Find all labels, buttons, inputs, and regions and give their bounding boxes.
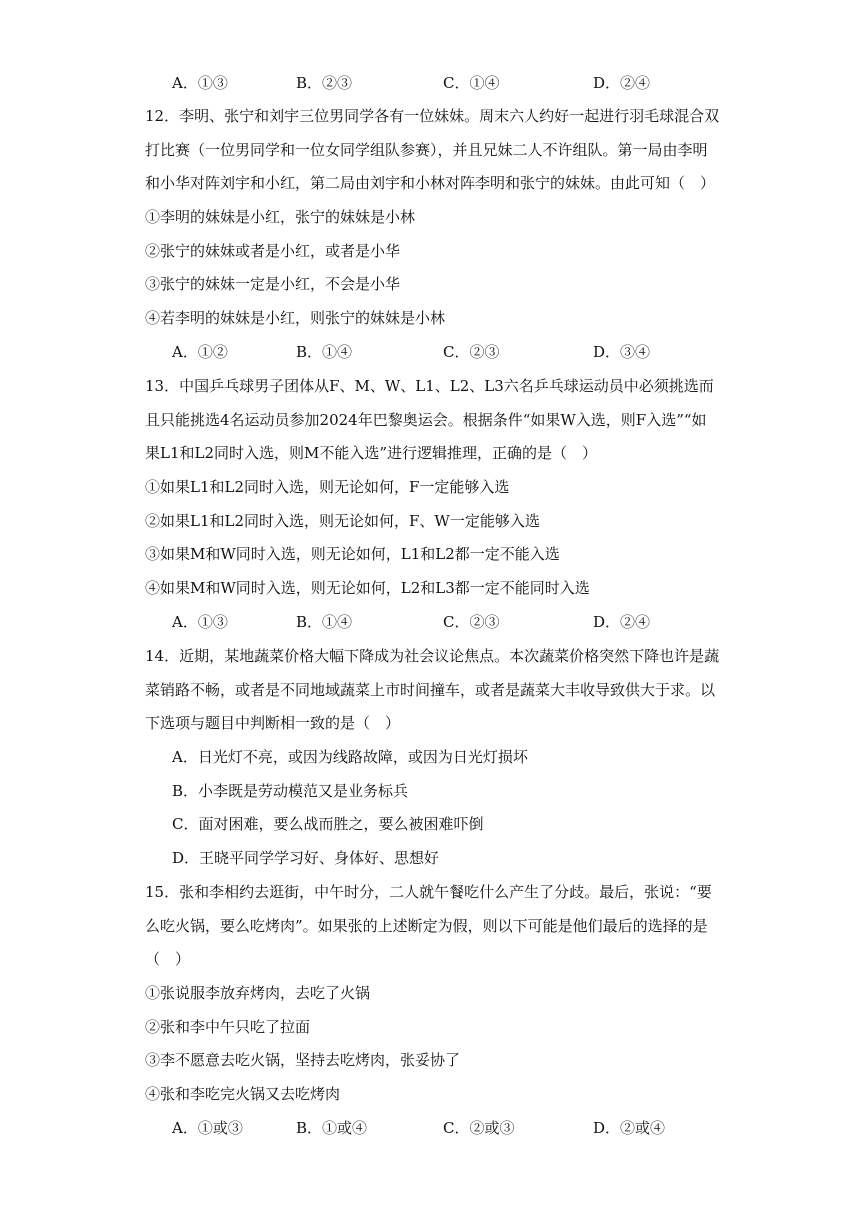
q15-statement-1: ①张说服李放弃烤肉，去吃了火锅 <box>145 984 371 1002</box>
q14-stem-line-2: 菜销路不畅，或者是不同地域蔬菜上市时间撞车，或者是蔬菜大丰收导致供大于求。以 <box>145 681 716 699</box>
q15-options <box>172 1118 692 1138</box>
q15-stem-line-3: （ ） <box>145 950 191 968</box>
q15-option-c: C．②或③ <box>443 1119 515 1137</box>
q15-statement-4: ④张和李吃完火锅又去吃烤肉 <box>145 1085 341 1103</box>
q13-option-b: B．①④ <box>296 613 353 631</box>
q13-statement-1: ①如果L1和L2同时入选，则无论如何，F一定能够入选 <box>145 478 510 496</box>
q12-options <box>172 342 692 362</box>
q12-option-c: C．②③ <box>443 343 500 361</box>
q12-statement-3: ③张宁的妹妹一定是小红，不会是小华 <box>145 275 401 293</box>
q15-statement-3: ③李不愿意去吃火锅，坚持去吃烤肉，张妥协了 <box>145 1051 461 1069</box>
q12-option-d: D．③④ <box>593 343 651 361</box>
q13-option-c: C．②③ <box>443 613 500 631</box>
q11-option-d: D．②④ <box>593 74 651 92</box>
q14-choice-d: D．王晓平同学学习好、身体好、思想好 <box>172 849 440 867</box>
q11-option-a: A．①③ <box>172 74 228 92</box>
q14-choice-b: B．小李既是劳动模范又是业务标兵 <box>172 782 409 800</box>
q12-statement-4: ④若李明的妹妹是小红，则张宁的妹妹是小林 <box>145 309 446 327</box>
q13-stem-line-3: 果L1和L2同时入选，则M不能入选”进行逻辑推理，正确的是（ ） <box>145 444 598 462</box>
q11-option-b: B．②③ <box>296 74 353 92</box>
q13-option-a: A．①③ <box>172 613 228 631</box>
q14-stem-line-1: 14．近期，某地蔬菜价格大幅下降成为社会议论焦点。本次蔬菜价格突然下降也许是蔬 <box>145 647 720 665</box>
q13-statement-4: ④如果M和W同时入选，则无论如何，L2和L3都一定不能同时入选 <box>145 579 590 597</box>
q15-stem-line-1: 15．张和李相约去逛街，中午时分，二人就午餐吃什么产生了分歧。最后，张说：“要 <box>145 883 712 901</box>
q11-option-c: C．①④ <box>443 74 500 92</box>
q13-options <box>172 612 692 632</box>
q12-stem-line-2: 打比赛（一位男同学和一位女同学组队参赛），并且兄妹二人不许组队。第一局由李明 <box>145 141 708 159</box>
q15-option-d: D．②或④ <box>593 1119 666 1137</box>
q12-statement-2: ②张宁的妹妹或者是小红，或者是小华 <box>145 242 401 260</box>
q15-statement-2: ②张和李中午只吃了拉面 <box>145 1018 311 1036</box>
q12-option-a: A．①② <box>172 343 228 361</box>
q11-options <box>172 73 692 93</box>
q14-choice-a: A．日光灯不亮，或因为线路故障，或因为日光灯损坏 <box>172 748 528 766</box>
q13-statement-3: ③如果M和W同时入选，则无论如何，L1和L2都一定不能入选 <box>145 545 560 563</box>
q13-stem-line-2: 且只能挑选4名运动员参加2024年巴黎奥运会。根据条件“如果W入选，则F入选”“如 <box>145 411 707 429</box>
q12-option-b: B．①④ <box>296 343 353 361</box>
q14-choice-c: C．面对困难，要么战而胜之，要么被困难吓倒 <box>172 815 484 833</box>
q13-option-d: D．②④ <box>593 613 651 631</box>
q15-option-b: B．①或④ <box>296 1119 368 1137</box>
q12-statement-1: ①李明的妹妹是小红，张宁的妹妹是小林 <box>145 208 416 226</box>
q15-stem-line-2: 么吃火锅，要么吃烤肉”。如果张的上述断定为假，则以下可能是他们最后的选择的是 <box>145 917 708 935</box>
q14-stem-line-3: 下选项与题目中判断相一致的是（ ） <box>145 714 401 732</box>
q12-stem-line-3: 和小华对阵刘宇和小红，第二局由刘宇和小林对阵李明和张宁的妹妹。由此可知（ ） <box>145 174 716 192</box>
q13-stem-line-1: 13．中国乒乓球男子团体从F、M、W、L1、L2、L3六名乒乓球运动员中必须挑选而 <box>145 377 714 395</box>
q13-statement-2: ②如果L1和L2同时入选，则无论如何，F、W一定能够入选 <box>145 512 540 530</box>
q12-stem-line-1: 12．李明、张宁和刘宇三位男同学各有一位妹妹。周末六人约好一起进行羽毛球混合双 <box>145 107 720 125</box>
q15-option-a: A．①或③ <box>172 1119 243 1137</box>
